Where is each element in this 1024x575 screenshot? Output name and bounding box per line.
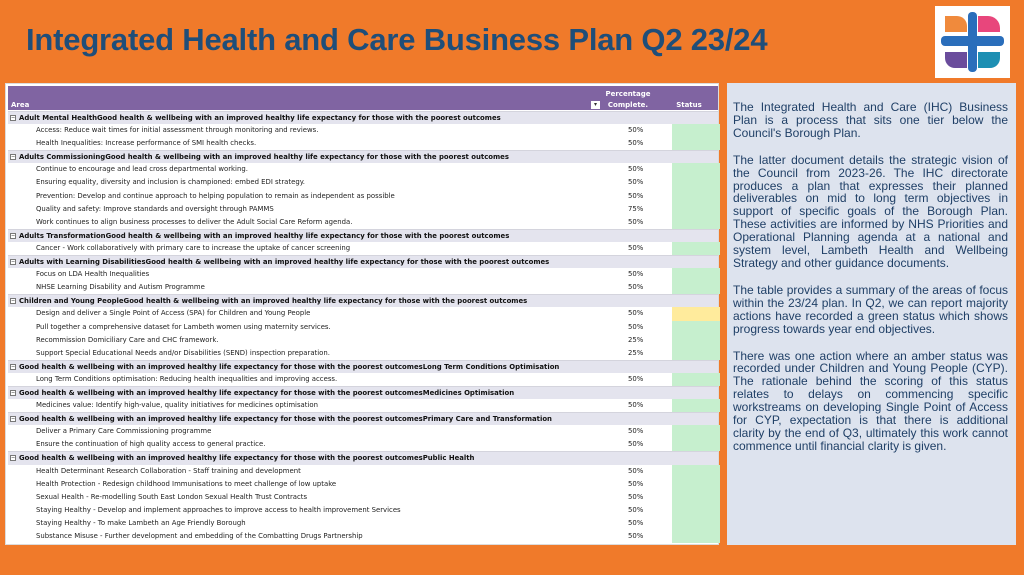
percentage-complete-cell: 25% [628, 335, 644, 344]
status-cell [672, 465, 720, 478]
action-label: Long Term Conditions optimisation: Reducing health inequalities and improving access. [36, 374, 338, 383]
lambeth-cross-logo-icon [935, 6, 1010, 78]
status-cell [672, 478, 720, 491]
group-row[interactable] [8, 111, 718, 124]
group-label: Good health & wellbeing with an improved healthy life expectancy for those with the poorest outcomesMedicines Optimisation [19, 388, 515, 397]
group-label: Adults CommissioningGood health & wellbeing with an improved healthy life expectancy for those with the poorest outcomes [19, 153, 509, 162]
group-row[interactable] [8, 451, 718, 464]
summary-panel [727, 83, 1016, 545]
status-cell [672, 137, 720, 150]
group-row[interactable] [8, 229, 718, 242]
summary-paragraph: The Integrated Health and Care (IHC) Business Plan is a process that sits one tier below the Council's Borough Plan. [733, 100, 1008, 140]
percentage-complete-cell: 50% [628, 505, 644, 514]
action-label: Design and deliver a Single Point of Access (SPA) for Children and Young People [36, 309, 311, 318]
action-label: NHSE Learning Disability and Autism Programme [36, 283, 205, 292]
status-cell [672, 373, 720, 386]
percentage-complete-cell: 50% [628, 126, 644, 135]
table-row [8, 242, 718, 255]
status-cell [672, 321, 720, 334]
header-area: Area [11, 101, 30, 109]
percentage-complete-cell: 50% [628, 427, 644, 436]
table-row [8, 491, 718, 504]
status-cell [672, 307, 720, 320]
status-cell [672, 504, 720, 517]
percentage-complete-cell: 50% [628, 283, 644, 292]
action-label: Prevention: Develop and continue approach to helping population to remain as independent as possible [36, 191, 395, 200]
group-label: Good health & wellbeing with an improved healthy life expectancy for those with the poorest outcomesPrimary Care and Transformation [19, 415, 552, 424]
collapse-toggle-icon[interactable]: − [11, 232, 16, 239]
table-row [8, 203, 718, 216]
action-label: Staying Healthy - To make Lambeth an Age Friendly Borough [36, 518, 246, 527]
action-label: Continue to encourage and lead cross departmental working. [36, 165, 248, 174]
percentage-complete-cell: 50% [628, 479, 644, 488]
group-label: Children and Young PeopleGood health & wellbeing with an improved healthy life expectancy for those with the poorest outcomes [19, 297, 528, 306]
percentage-complete-cell: 50% [628, 322, 644, 331]
action-label: Cancer - Work collaboratively with primary care to increase the uptake of cancer screening [36, 243, 351, 252]
status-cell [672, 334, 720, 347]
action-label: Substance Misuse - Further development and embedding of the Combatting Drugs Partnership [36, 532, 363, 540]
table-row [8, 399, 718, 412]
collapse-toggle-icon[interactable]: − [11, 455, 16, 462]
table-row [8, 216, 718, 229]
table-row [8, 321, 718, 334]
percentage-complete-cell: 50% [628, 518, 644, 527]
collapse-toggle-icon[interactable]: − [11, 154, 16, 161]
table-row [8, 530, 718, 543]
page-title: Integrated Health and Care Business Plan Q2 23/24 [26, 22, 768, 57]
table-row [8, 425, 718, 438]
summary-paragraph: There was one action where an amber status was recorded under Children and Young People (CYP). The rationale behind the scoring of this status relates to delays on commencing specific workstreams on developing Single Point of Access for CYP, expectation is that there is additional clarity by the end of Q3, ultimately this work cannot commence until financial clarity is given. [733, 348, 1008, 453]
percentage-complete-cell: 50% [628, 374, 644, 383]
group-row[interactable] [8, 150, 718, 163]
status-cell [672, 530, 720, 543]
status-cell [672, 399, 720, 412]
percentage-complete-cell: 50% [628, 440, 644, 449]
action-label: Ensuring equality, diversity and inclusion is championed: embed EDI strategy. [36, 178, 305, 187]
status-cell [672, 203, 720, 216]
status-cell [672, 347, 720, 360]
percentage-complete-cell: 50% [628, 532, 644, 540]
percentage-complete-cell: 50% [628, 165, 644, 174]
status-cell [672, 163, 720, 176]
percentage-complete-cell: 50% [628, 243, 644, 252]
status-cell [672, 268, 720, 281]
group-row[interactable] [8, 255, 718, 268]
status-cell [672, 176, 720, 189]
collapse-toggle-icon[interactable]: − [11, 115, 16, 121]
action-label: Work continues to align business processes to deliver the Adult Social Care Reform agenda. [36, 217, 353, 226]
table-row [8, 124, 718, 137]
table-row [8, 373, 718, 386]
group-label: Adult Mental HealthGood health & wellbeing with an improved healthy life expectancy for those with the poorest outcomes [19, 114, 501, 122]
group-row[interactable] [8, 294, 718, 307]
collapse-toggle-icon[interactable]: − [11, 416, 16, 423]
group-label: Adults TransformationGood health & wellbeing with an improved healthy life expectancy for those with the poorest outcomes [19, 231, 510, 240]
table-row [8, 268, 718, 281]
action-label: Recommission Domiciliary Care and CHC framework. [36, 335, 219, 344]
status-cell [672, 491, 720, 504]
status-cell [672, 124, 720, 137]
percentage-complete-cell: 50% [628, 466, 644, 475]
status-cell [672, 242, 720, 255]
percentage-complete-cell: 50% [628, 401, 644, 410]
percentage-complete-cell: 50% [628, 178, 644, 187]
action-label: Support Special Educational Needs and/or Disabilities (SEND) inspection preparation. [36, 348, 330, 357]
action-label: Health Protection - Redesign childhood Immunisations to meet challenge of low uptake [36, 479, 337, 488]
action-label: Ensure the continuation of high quality access to general practice. [36, 440, 266, 449]
table-row [8, 478, 718, 491]
dropdown-filter-icon[interactable]: ▾ [591, 101, 600, 109]
collapse-toggle-icon[interactable]: − [11, 389, 16, 396]
business-plan-table [5, 83, 719, 545]
percentage-complete-cell: 50% [628, 217, 644, 226]
group-label: Good health & wellbeing with an improved healthy life expectancy for those with the poorest outcomesPublic Health [19, 454, 475, 463]
status-cell [672, 190, 720, 203]
action-label: Focus on LDA Health Inequalities [36, 270, 150, 279]
table-row [8, 517, 718, 530]
action-label: Health Inequalities: Increase performance of SMI health checks. [36, 139, 257, 148]
status-cell [672, 216, 720, 229]
summary-paragraph: The latter document details the strategic vision of the Council from 2023-26. The IHC directorate produces a plan that expresses their planned deliverables on mid to long term objectives in support of specific goals of the Borough Plan. These activities are informed by NHS Priorities and Operational Planning agenda at a national and system level, Lambeth Health and Wellbeing Strategy and other guidance documents. [733, 152, 1008, 270]
percentage-complete-cell: 50% [628, 492, 644, 501]
action-label: Sexual Health - Re-modelling South East London Sexual Health Trust Contracts [36, 492, 308, 501]
table-row [8, 190, 718, 203]
status-cell [672, 517, 720, 530]
percentage-complete-cell: 50% [628, 139, 644, 148]
table-row [8, 347, 718, 360]
action-label: Quality and safety: Improve standards and oversight through PAMMS [36, 204, 274, 213]
table-row [8, 307, 718, 320]
status-cell [672, 438, 720, 451]
header-percentage-complete: Percentage Complete. [605, 90, 651, 109]
action-label: Health Determinant Research Collaboration - Staff training and development [36, 466, 301, 475]
action-label: Staying Healthy - Develop and implement approaches to improve access to health improvement Services [36, 505, 401, 514]
table-row [8, 137, 718, 150]
collapse-toggle-icon[interactable]: − [11, 363, 16, 370]
status-cell [672, 281, 720, 294]
group-row[interactable] [8, 360, 718, 373]
group-row[interactable] [8, 386, 718, 399]
table-row [8, 465, 718, 478]
group-label: Good health & wellbeing with an improved healthy life expectancy for those with the poorest outcomesLong Term Conditions Optimisation [19, 362, 560, 371]
table-row [8, 438, 718, 451]
table-row [8, 176, 718, 189]
status-cell [672, 425, 720, 438]
table-row [8, 163, 718, 176]
percentage-complete-cell: 50% [628, 270, 644, 279]
table-body [8, 111, 718, 543]
group-row[interactable] [8, 412, 718, 425]
summary-paragraph: The table provides a summary of the areas of focus within the 23/24 plan. In Q2, we can report majority actions have recorded a green status which shows progress towards year end objectives. [733, 282, 1008, 336]
action-label: Medicines value: Identify high-value, quality initiatives for medicines optimisation [36, 401, 318, 410]
table-row [8, 504, 718, 517]
action-label: Access: Reduce wait times for initial assessment through monitoring and reviews. [36, 126, 319, 135]
percentage-complete-cell: 50% [628, 309, 644, 318]
header-status: Status [676, 101, 702, 109]
action-label: Deliver a Primary Care Commissioning programme [36, 427, 212, 436]
percentage-complete-cell: 25% [628, 348, 644, 357]
action-label: Pull together a comprehensive dataset for Lambeth women using maternity services. [36, 322, 331, 331]
percentage-complete-cell: 50% [628, 191, 644, 200]
table-row [8, 334, 718, 347]
collapse-toggle-icon[interactable]: − [11, 298, 16, 305]
collapse-toggle-icon[interactable]: − [11, 259, 16, 266]
table-header [8, 86, 718, 110]
percentage-complete-cell: 75% [628, 204, 644, 213]
table-row [8, 281, 718, 294]
group-label: Adults with Learning DisabilitiesGood health & wellbeing with an improved healthy life expectancy for those with the poorest outcomes [19, 258, 550, 267]
